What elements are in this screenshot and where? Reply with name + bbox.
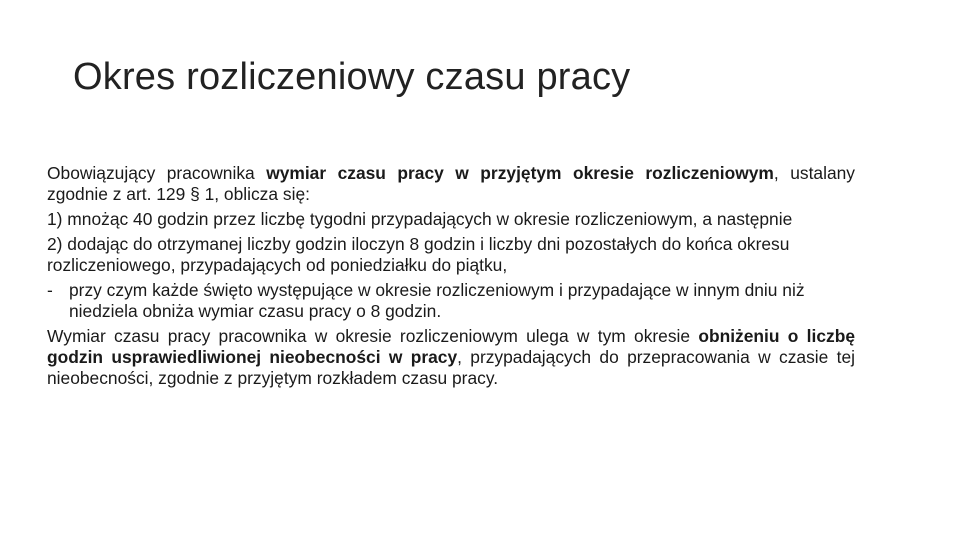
dash-marker: - [47,280,53,300]
list-item-1: 1) mnożąc 40 godzin przez liczbę tygodni przypadających w okresie rozliczeniowym, a następnie [47,209,793,229]
dash-list-item [47,280,855,322]
list-item-2: 2) dodając do otrzymanej liczby godzin iloczyn 8 godzin i liczby dni pozostałych do końca okresu rozliczeniowego, przypadających od poniedziałku do piątku, [47,234,790,275]
paragraph-reduction [47,326,855,389]
intro-bold-term: wymiar czasu pracy w przyjętym okresie rozliczeniowym [266,163,774,183]
paragraph-intro [47,163,855,205]
reduction-bold-term: obniżeniu o liczbę godzin usprawiedliwionej nieobecności w pracy [47,326,855,367]
intro-text-1: Obowiązujący pracownika [47,163,267,183]
reduction-text-1: Wymiar czasu pracy pracownika w okresie rozliczeniowym ulega w tym okresie [47,326,699,346]
slide-title: Okres rozliczeniowy czasu pracy [73,56,631,98]
intro-text-2: , ustalany zgodnie z art. 129 § 1, oblicza się: [47,163,855,204]
dash-item-text: przy czym każde święto występujące w okresie rozliczeniowym i przypadające w innym dniu niż niedziela obniża wymiar czasu pracy o 8 godzin. [69,280,805,321]
slide-body [47,163,855,393]
reduction-text-2: , przypadających do przepracowania w czasie tej nieobecności, zgodnie z przyjętym rozkładem czasu pracy. [47,347,855,388]
